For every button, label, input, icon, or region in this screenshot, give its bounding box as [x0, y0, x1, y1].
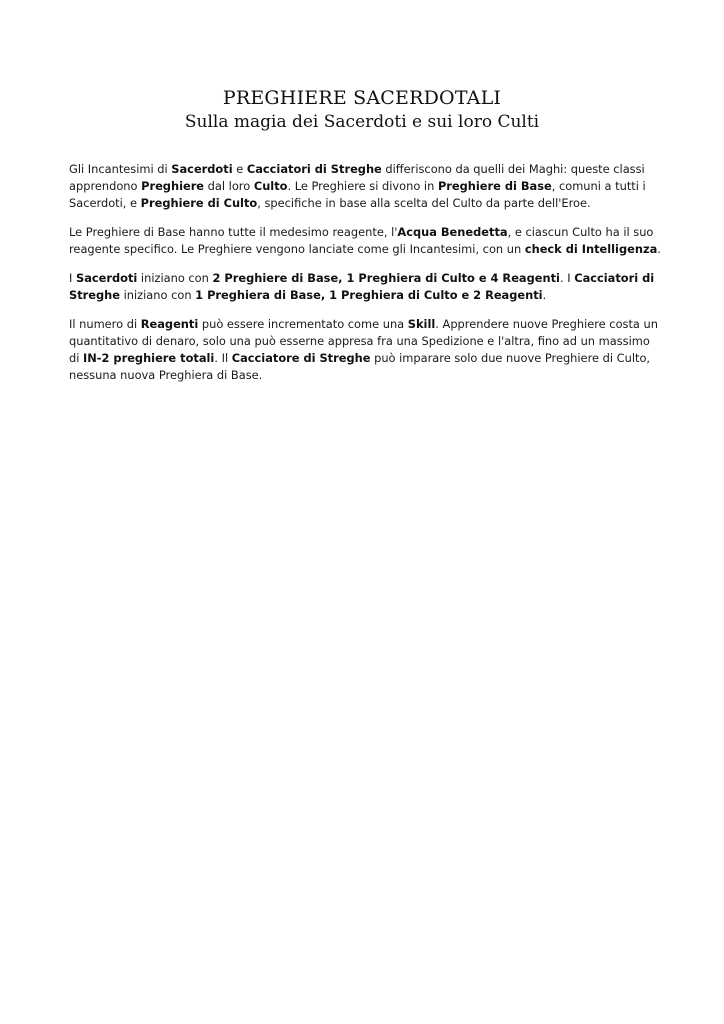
bold-text: Sacerdoti	[75, 271, 138, 285]
text-segment: .	[657, 242, 661, 256]
document-header	[0, 86, 724, 134]
page-title: PREGHIERE SACERDOTALI	[222, 87, 502, 109]
paragraph-starting-prayers	[69, 270, 661, 304]
text-segment: I	[69, 271, 76, 285]
text-segment: . Il	[214, 351, 232, 365]
bold-text: 2 Preghiere di Base, 1 Preghiera di Culto e 4 Reagenti	[212, 271, 560, 285]
bold-text: Preghiere di Culto	[140, 196, 258, 210]
text-segment: e	[232, 162, 247, 176]
text-segment: differiscono da quelli dei Maghi: queste classi apprendono	[69, 162, 645, 193]
text-segment: Gli Incantesimi di	[69, 162, 172, 176]
text-segment: iniziano con	[119, 288, 196, 302]
text-segment: Le Preghiere di Base hanno tutte il medesimo reagente, l'	[69, 225, 398, 239]
bold-text: Acqua Benedetta	[397, 225, 508, 239]
bold-text: Reagenti	[140, 317, 199, 331]
text-segment: , comuni a tutti i Sacerdoti, e	[69, 179, 646, 210]
bold-text: Cacciatori di Streghe	[246, 162, 382, 176]
paragraph-intro	[69, 161, 661, 212]
text-segment: . I	[559, 271, 575, 285]
bold-text: Cacciatore di Streghe	[231, 351, 371, 365]
bold-text: Skill	[407, 317, 436, 331]
paragraph-learning-prayers	[69, 316, 661, 384]
bold-text: 1 Preghiera di Base, 1 Preghiera di Culto e 2 Reagenti	[195, 288, 543, 302]
bold-text: IN-2 preghiere totali	[83, 351, 215, 365]
text-segment: iniziano con	[137, 271, 213, 285]
bold-text: Preghiere di Base	[437, 179, 552, 193]
text-segment: può essere incrementato come una	[198, 317, 408, 331]
bold-text: Sacerdoti	[171, 162, 233, 176]
text-segment: dal loro	[204, 179, 254, 193]
paragraph-reagents	[69, 224, 661, 258]
text-segment: può imparare solo due nuove Preghiere di Culto, nessuna nuova Preghiera di Base.	[69, 351, 651, 382]
text-segment: , e ciascun Culto ha il suo reagente specifico. Le Preghiere vengono lanciate come gli Incantesimi, con un	[69, 225, 654, 256]
bold-text: check di Intelligenza	[524, 242, 658, 256]
page-subtitle: Sulla magia dei Sacerdoti e sui loro Culti	[184, 112, 540, 132]
text-segment: .	[542, 288, 547, 302]
text-segment: . Apprendere nuove Preghiere costa un quantitativo di denaro, solo una può esserne appresa fra una Spedizione e l'altra, fino ad un massimo di	[69, 317, 658, 365]
bold-text: Cacciatori di Streghe	[69, 271, 655, 302]
document-body	[69, 161, 661, 396]
bold-text: Culto	[253, 179, 288, 193]
text-segment: . Le Preghiere si divono in	[287, 179, 438, 193]
bold-text: Preghiere	[141, 179, 205, 193]
text-segment: , specifiche in base alla scelta del Culto da parte dell'Eroe.	[257, 196, 591, 210]
text-segment: Il numero di	[69, 317, 141, 331]
